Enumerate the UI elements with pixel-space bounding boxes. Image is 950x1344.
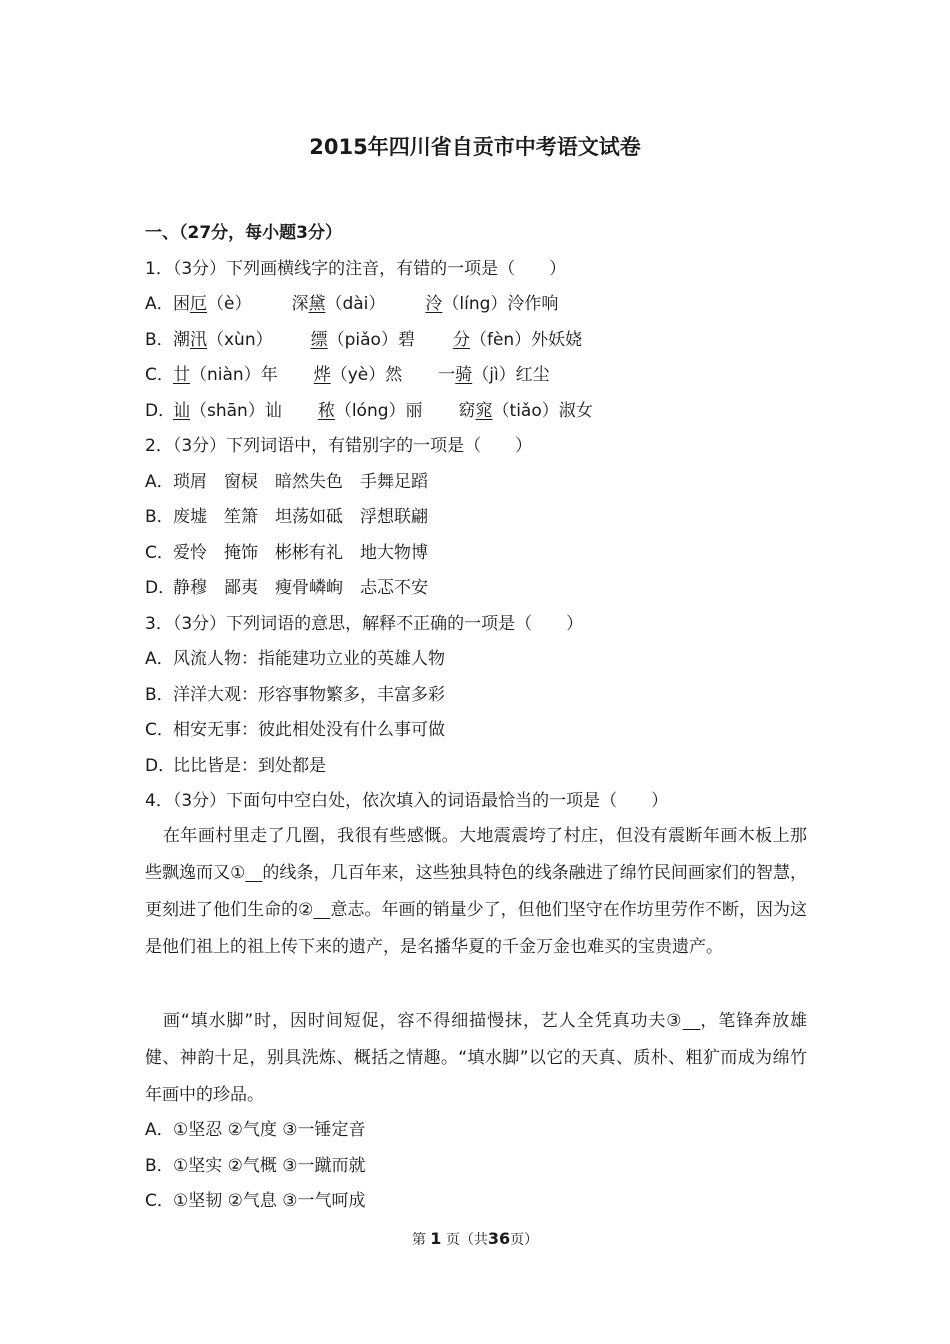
question-2-stem: 2．（3分）下列词语中，有错别字的一项是（ ） xyxy=(145,436,533,456)
total-page-count: 36 xyxy=(487,1229,511,1248)
q1-option-d: D．讪（shān）讪 秾（lóng）丽 窈窕（tiǎo）淑女 xyxy=(145,401,593,421)
q4-option-a: A．①坚忍 ②气度 ③一锤定音 xyxy=(145,1120,366,1140)
question-1-stem: 1．（3分）下列画横线字的注音，有错的一项是（ ） xyxy=(145,259,567,279)
q4-option-c: C．①坚韧 ②气息 ③一气呵成 xyxy=(145,1191,366,1211)
blank-2: ​ xyxy=(313,900,331,920)
q2-option-d: D．静穆 鄙夷 瘦骨嶙峋 忐忑不安 xyxy=(145,578,428,598)
page-title: 2015年四川省自贡市中考语文试卷 xyxy=(309,135,641,159)
q2-option-a: A．琐屑 窗棂 暗然失色 手舞足蹈 xyxy=(145,472,428,492)
q3-option-b: B．洋洋大观：形容事物繁多，丰富多彩 xyxy=(145,685,445,705)
q3-option-a: A．风流人物：指能建功立业的英雄人物 xyxy=(145,649,445,669)
q3-option-d: D．比比皆是：到处都是 xyxy=(145,756,326,776)
blank-3: ​ xyxy=(682,1011,701,1031)
section-heading: 一、（27分，每小题3分） xyxy=(145,223,342,243)
q4-passage-paragraph-2: 画“填水脚”时，因时间短促，容不得细描慢抹，艺人全凭真功夫③ ​，笔锋奔放雄健、神韵十足，别具洗炼、概括之情趣。“填水脚”以它的天真、质朴、粗犷而成为绵竹年画中的珍品。 xyxy=(145,1011,808,1105)
q4-passage-paragraph-1: 在年画村里走了几圈，我很有些感慨。大地震震垮了村庄，但没有震断年画木板上那些飘逸而又① ​的线条，几百年来，这些独具特色的线条融进了绵竹民间画家们的智慧，更刻进了他们生命的② ​意志。年画的销量少了，但他们坚守在作坊里劳作不断，因为这是他们祖上的祖上传下来的遗产，是名播华夏的千金万金也难买的宝贵遗产。 xyxy=(145,826,808,957)
question-4-stem: 4．（3分）下面句中空白处，依次填入的词语最恰当的一项是（ ） xyxy=(145,791,669,811)
current-page-number: 1 xyxy=(430,1229,442,1248)
q2-option-b: B．废墟 笙箫 坦荡如砥 浮想联翩 xyxy=(145,507,428,527)
q1-option-b: B．潮汛（xùn） 缥（piǎo）碧 分（fèn）外妖娆 xyxy=(145,330,583,350)
q3-option-c: C．相安无事：彼此相处没有什么事可做 xyxy=(145,720,445,740)
q4-option-b: B．①坚实 ②气概 ③一蹴而就 xyxy=(145,1156,366,1176)
question-3-stem: 3．（3分）下列词语的意思，解释不正确的一项是（ ） xyxy=(145,614,584,634)
q2-option-c: C．爱怜 掩饰 彬彬有礼 地大物博 xyxy=(145,543,428,563)
q1-option-a: A．困厄（è） 深黛（dài） 泠（líng）泠作响 xyxy=(145,294,559,314)
blank-1: ​ xyxy=(245,863,263,883)
q1-option-c: C．廿（niàn）年 烨（yè）然 一骑（jì）红尘 xyxy=(145,365,550,385)
page-footer: 第 1 页（共36页） xyxy=(411,1229,539,1248)
